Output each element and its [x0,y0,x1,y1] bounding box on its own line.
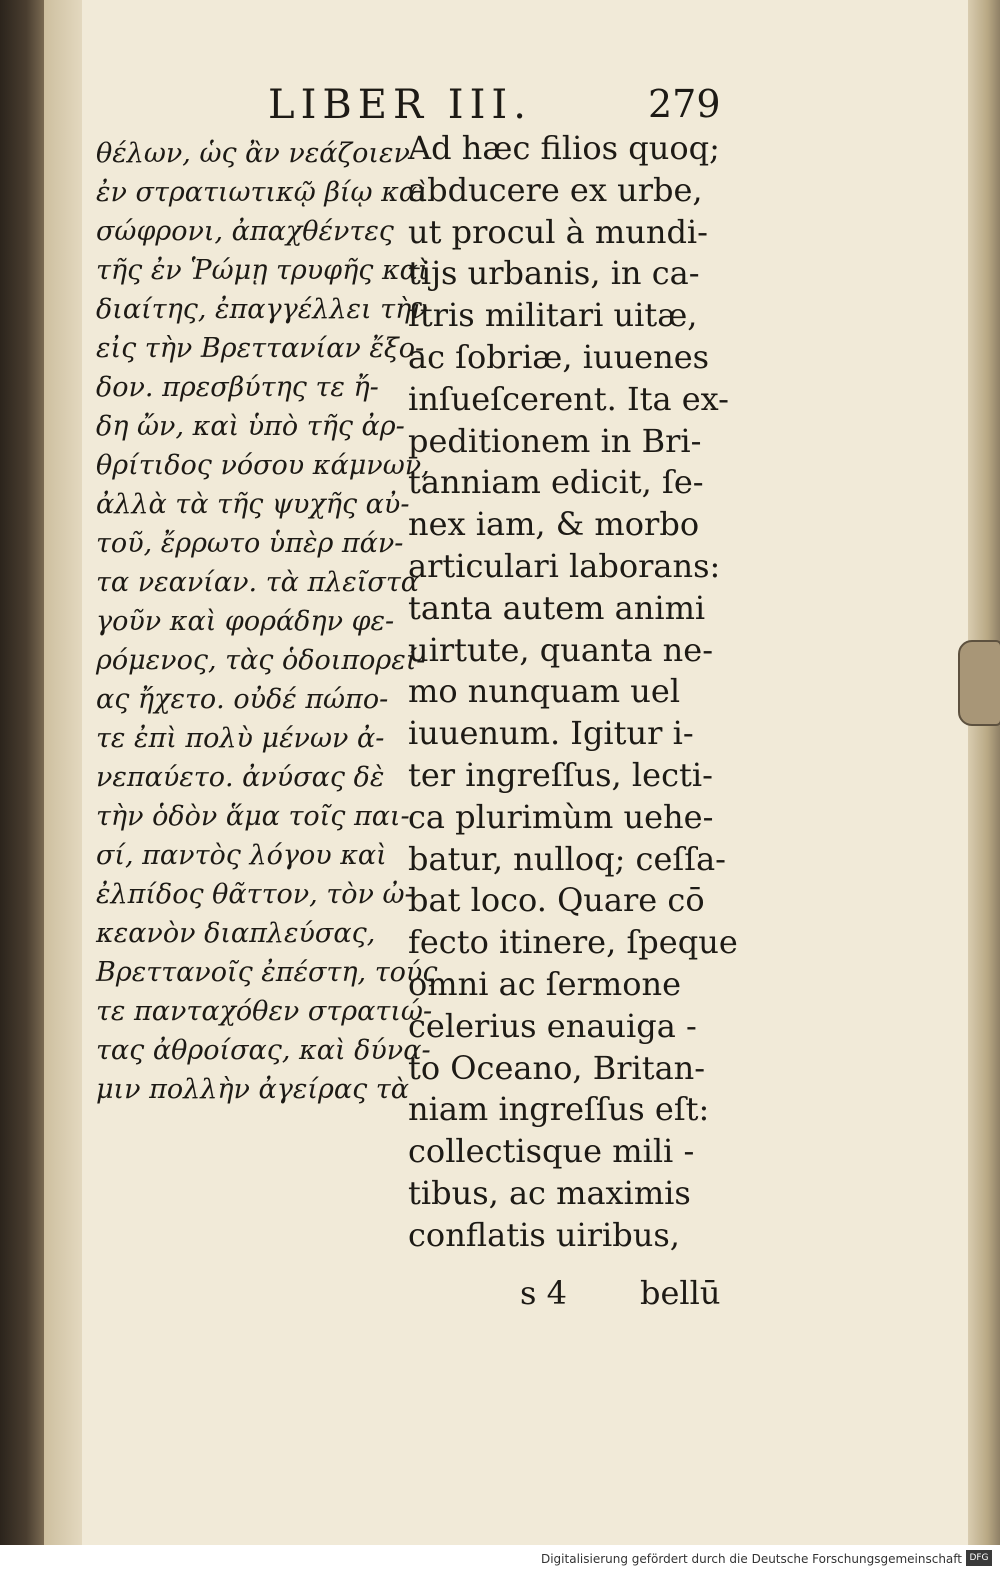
footer-credit: Digitalisierung gefördert durch die Deutsche Forschungsgemeinschaft [540,1552,962,1566]
latin-line: tijs urbanis, in ca- [408,254,700,293]
greek-line: τε ἐπὶ πολὺ μένων ἀ- [96,723,385,754]
greek-line: δον. πρεσβύτης τε ἤ- [96,372,379,403]
latin-line: iuuenum. Igitur i- [408,714,694,753]
latin-text-column [408,128,738,1257]
greek-line: τε πανταχόθεν στρατιώ- [96,996,433,1027]
latin-line: to Oceano, Britan- [408,1048,706,1087]
latin-line: ter ingreſſus, lecti- [408,755,713,794]
greek-line: κεανὸν διαπλεύσας, [96,918,376,949]
greek-line: θέλων, ὡς ἂν νεάζοιεν [96,138,410,169]
latin-line: bat loco. Quare cō [408,881,705,920]
greek-line: νεπαύετο. ἀνύσας δὲ [96,762,385,793]
page-tab-marker [958,640,1000,726]
latin-line: nex iam, & morbo [408,505,700,544]
latin-line: ut procul à mundi- [408,212,708,251]
latin-line: collectisque mili - [408,1132,695,1171]
greek-line: τὴν ὁδὸν ἅμα τοῖς παι- [96,801,410,832]
greek-line: ἀλλὰ τὰ τῆς ψυχῆς αὐ- [96,489,410,520]
latin-line: celerius enauiga - [408,1006,697,1045]
gutter-fold [44,0,82,1577]
greek-line: δη ὤν, καὶ ὑπὸ τῆς ἀρ- [96,411,405,442]
greek-line: ρόμενος, τὰς ὁδοιπορεί- [96,645,426,676]
latin-line: ac ſobriæ, iuuenes [408,337,710,376]
latin-line: ca plurimùm uehe- [408,797,714,836]
page-edge [968,0,1000,1545]
latin-line: uirtute, quanta ne- [408,630,713,669]
greek-text-column [96,134,438,1109]
latin-line: tanniam edicit, ſe- [408,463,704,502]
running-title: LIBER III. [268,82,532,128]
dfg-logo: DFG [966,1550,992,1566]
greek-line: μιν πολλὴν ἀγείρας τὰ [96,1074,409,1105]
greek-line: ἐν στρατιωτικῷ βίῳ καὶ [96,177,428,208]
latin-line: abducere ex urbe, [408,170,703,209]
latin-line: tanta autem animi [408,588,706,627]
latin-line: peditionem in Bri- [408,421,702,460]
greek-line: ἐλπίδος θᾶττον, τὸν ὠ- [96,879,414,910]
page-header [0,82,1000,132]
greek-line: τας ἀθροίσας, καὶ δύνα- [96,1035,431,1066]
catchword-line [520,1274,750,1318]
latin-line: niam ingreſſus eſt: [408,1090,710,1129]
greek-line: εἰς τὴν Βρεττανίαν ἔξο- [96,333,425,364]
latin-line: omni ac ſermone [408,964,682,1003]
latin-line: batur, nulloq; ceſſa- [408,839,726,878]
greek-line: γοῦν καὶ φοράδην φε- [96,606,395,637]
greek-line: σί, παντὸς λόγου καὶ [96,840,387,871]
latin-line: mo nunquam uel [408,672,681,711]
latin-line: fecto itinere, ſpeque [408,923,738,962]
greek-line: ας ἤχετο. οὐδέ πώπο- [96,684,389,715]
greek-line: θρίτιδος νόσου κάμνων, [96,450,430,481]
signature-mark: s 4 [520,1274,567,1312]
latin-line: conflatis uiribus, [408,1215,680,1254]
latin-line: ſtris militari uitæ, [408,296,698,335]
book-binding-shadow [0,0,44,1577]
page-number: 279 [648,82,721,126]
latin-line: Ad hæc filios quoq; [408,129,720,167]
latin-line: articulari laborans: [408,546,721,585]
greek-line: τοῦ, ἔρρωτο ὑπὲρ πάν- [96,528,404,559]
latin-line: tibus, ac maximis [408,1173,691,1212]
greek-line: τα νεανίαν. τὰ πλεῖστα [96,567,419,598]
latin-line: inſueſcerent. Ita ex- [408,379,729,418]
greek-line: σώφρονι, ἀπαχθέντες [96,216,394,247]
greek-line: διαίτης, ἐπαγγέλλει τὴν [96,294,428,325]
greek-line: Βρεττανοῖς ἐπέστη, τούς [96,957,438,988]
catchword: bellū [640,1274,721,1312]
greek-line: τῆς ἐν Ῥώμῃ τρυφῆς καὶ [96,255,429,286]
